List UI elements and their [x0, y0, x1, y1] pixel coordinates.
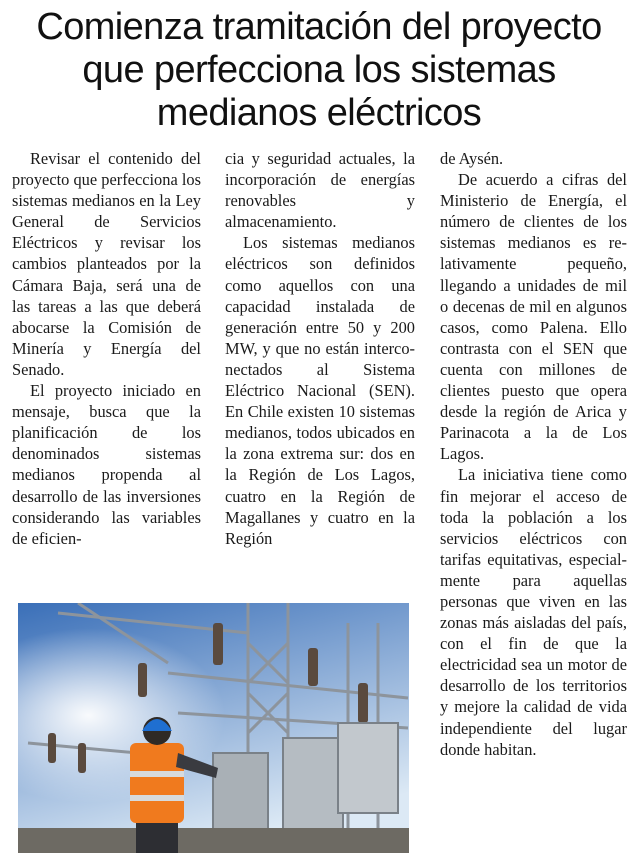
paragraph: Revisar el contenido del proyecto que perfecciona los sistemas medianos en la Ley General de Servicios Eléctricos y revisar los cambios planteados por la Cámara Baja, será una de las tareas a las que deberá abocarse la Comisión de Minería y Energía del Senado. [12, 149, 201, 379]
paragraph: Los sistemas medianos eléctricos son definidos como aquellos con una capacidad instalada de generación entre 50 y 200 MW, y que no están interconectados al Sistema Eléctrico Nacional (SEN). En Chile existen 10 sistemas medianos, todos ubicados en la zona extrema sur: dos en la Región de Los Lagos, cuatro en la Región de Magallanes y cuatro en la Región [225, 233, 415, 548]
paragraph: La iniciativa tiene como fin mejorar el acceso de toda la población a los servicios eléctricos con tarifas equitativas, especialmente para aquellas personas que viven en las zonas más aisladas del país, con el fin de que la electricidad sea un motor de desarrollo de los territorios y mejore la calidad de vida independiente del lugar donde habitan. [440, 465, 627, 759]
substation-illustration [18, 603, 409, 853]
article-column-2 [225, 148, 415, 549]
substation-photo [18, 603, 409, 853]
paragraph: De acuerdo a cifras del Ministerio de Energía, el número de clientes de los sistemas medianos es relativamente pequeño, llegando a unidades de mil o decenas de mil en algunos casos, como Palena. Ello contrasta con el SEN que cuenta con millones de clientes puesto que opera desde la región de Arica y Parinacota a la de Los Lagos. [440, 170, 627, 464]
ground [18, 828, 409, 853]
paragraph-continued: de Aysén. [440, 149, 504, 168]
paragraph-continued: cia y seguridad actuales, la incorporación de energías renovables y almacenamiento. [225, 149, 415, 232]
paragraph: El proyecto iniciado en mensaje, busca que la planificación de los denominados sistemas medianos propenda al desarrollo de las inversiones considerando las variables de eficien- [12, 381, 201, 548]
headline: Comienza tramitación del proyecto que perfecciona los sistemas medianos eléctricos [36, 6, 602, 134]
article-column-3 [440, 148, 627, 760]
article-column-1 [12, 148, 201, 549]
